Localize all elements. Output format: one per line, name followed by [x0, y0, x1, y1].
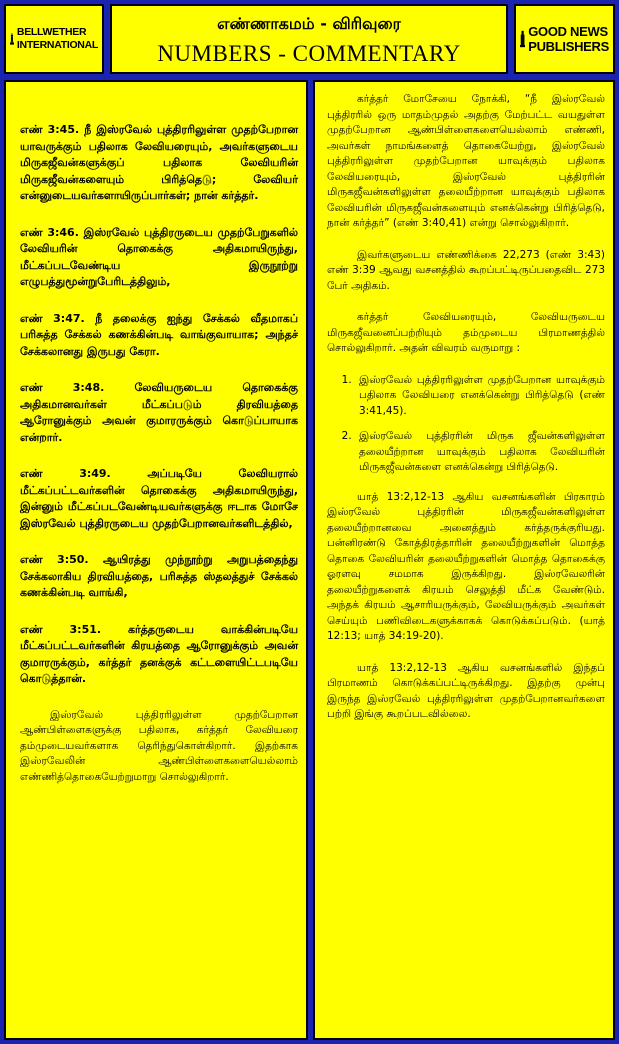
list-item: 1. இஸ்ரவேல் புத்திரரிலுள்ள முதற்பேறான யாவுக்கும் பதிலாக லேவியரை எனக்கென்று பிரித்தெடு (எண் 3:41,45). — [355, 373, 605, 420]
title-box — [110, 4, 508, 74]
logo-left-line1: BELLWETHER — [16, 26, 87, 38]
list-item: 2. இஸ்ரவேல் புத்திரரின் மிருக ஜீவன்களிலுள்ள தலையீற்றான யாவுக்கும் பதிலாக லேவியரின் மிருகஜீவன்களை எனக்கென்று பிரித்தெடு. — [355, 429, 605, 476]
bellwether-logo — [4, 4, 104, 74]
logo-right-line2: PUBLISHERS — [528, 39, 609, 54]
commentary-para-1: கர்த்தர் மோசேயை நோக்கி, “நீ இஸ்ரவேல் புத்திரரில் ஒரு மாதம்முதல் அதற்கு மேற்பட்ட வயதுள்ள முதற்பேறான ஆண்பிள்ளைகளையெல்லாம் எண்ணி, அவர்கள் நாமங்களைத் தொகையேற்று, இஸ்ரவேல் புத்திரரிலுள்ள முதற்பேறான யாவுக்கும் பதிலாக லேவியரையும், இஸ்ரவேல் புத்திரரின் மிருகஜீவன்களிலுள்ள தலையீற்றான யாவுக்கும் பதிலாக லேவியரின் மிருகஜீவன்களையும் எனக்கென்று பிரித்தெடு, நான் கர்த்தர்” (எண் 3:40,41) என்று சொல்லுகிறார். — [327, 93, 605, 229]
commentary-para-2: இவர்களுடைய எண்ணிக்கை 22,273 (எண் 3:43) எண் 3:39 ஆவது வசனத்தில் கூறப்பட்டிருப்பதைவிட 273 பேர் அதிகம். — [327, 248, 605, 292]
verse-3-50: எண் 3:50. ஆயிரத்து முந்நூற்று அறுபத்தைந்து சேக்கலாகிய திரவியத்தை, பரிசுத்த ஸ்தலத்துச் சேக்கல் கணக்கின்படி வாங்கி, — [20, 553, 298, 599]
logo-left-line2: INTERNATIONAL — [16, 39, 98, 51]
commentary-para-5: யாத் 13:2,12-13 ஆகிய வசனங்களில் இந்தப் பிரமாணம் கொடுக்கப்பட்டிருக்கிறது. இதற்கு முன்பு இருந்த இஸ்ரவேல் புத்திரரிலுள்ள முதற்பேறானவர்களை பற்றி இங்கு கூறப்படவில்லை. — [327, 661, 605, 720]
commentary-para-3: கர்த்தர் லேவியரையும், லேவியருடைய மிருகஜீவனைப்பற்றியும் தம்முடைய பிரமாணத்தில் சொல்லுகிறார். அதன் விவரம் வருமாறு : — [327, 311, 605, 354]
left-column — [4, 80, 308, 1040]
verse-3-47: எண் 3:47. நீ தலைக்கு ஐந்து சேக்கல் வீதமாகப் பரிசுத்த சேக்கல் கணக்கின்படி வாங்குவாயாக; அந்தச் சேக்கலானது இருபது கேரா. — [20, 311, 298, 358]
logo-right-line1: GOOD NEWS — [528, 24, 608, 39]
commentary-para-4: யாத் 13:2,12-13 ஆகிய வசனங்களின் பிரகாரம் இஸ்ரவேல் புத்திரரின் மிருகஜீவன்களிலுள்ள தலையீற்றானவை அனைத்தும் கர்த்தருக்குரியது. பன்னிரண்டு கோத்திரத்தாரின் தலையீற்றுகளின் மொத்த தொகை லேவியரின் தலையீற்றுகளின் மொத்த தொகைக்கு ஓரளவு சமமாக இருக்கிறது. இஸ்ரவேலரின் தலையீற்றுகளைக் கிரயம் செலுத்தி மீட்க வேண்டும். அந்தக் கிரயம் ஆசாரியருக்கும், லேவியருக்கும் அவர்கள் செய்யும் பணிவிடைகளுக்காகக் கொடுக்கப்படும். (யாத் 12:13; யாத் 34:19-20). — [327, 490, 605, 642]
verse-3-46: எண் 3:46. இஸ்ரவேல் புத்திரருடைய முதற்பேறுகளில் லேவியரின் தொகைக்கு அதிகமாயிருந்து, மீட்கப்படவேண்டிய இருநூற்று எழுபத்துமூன்றுபேரிடத்திலும், — [20, 225, 298, 288]
verse-3-51: எண் 3:51. கர்த்தருடைய வாக்கின்படியே மீட்கப்பட்டவர்களின் கிரயத்தை ஆரோனுக்கும் அவன் குமாரருக்கும், கர்த்தர் தனக்குக் கட்டளையிட்டபடியே கொடுத்தான். — [20, 622, 298, 685]
commentary-intro: இஸ்ரவேல் புத்திரரிலுள்ள முதற்பேறான ஆண்பிள்ளைகளுக்கு பதிலாக, கர்த்தர் லேவியரை தம்முடையவர்களாக தெரிந்துகொள்கிறார். இதற்காக இஸ்ரவேலின் ஆண்பிள்ளைகளையெல்லாம் எண்ணித்தொகையேற்றுமாறு சொல்லுகிறார். — [20, 708, 298, 783]
title-english: NUMBERS - COMMENTARY — [157, 41, 461, 66]
law-points-list — [327, 373, 605, 476]
title-tamil: எண்ணாகமம் - விரிவுரை — [217, 14, 401, 33]
verse-3-48: எண் 3:48. லேவியருடைய தொகைக்கு அதிகமானவர்கள் மீட்கப்படும் திரவியத்தை ஆரோனுக்கும் அவன் குமாரருக்கும் கொடுப்பாயாக என்றார். — [20, 381, 298, 444]
good-news-logo — [514, 4, 615, 74]
verse-3-49: எண் 3:49. அப்படியே லேவியரால் மீட்கப்பட்டவர்களின் தொகைக்கு அதிகமாயிருந்து, இன்னும் மீட்கப்படவேண்டியவர்களுக்கு ஈடாக மோசே இஸ்ரவேல் புத்திரருடைய முதற்பேறானவர்களிடத்தில், — [20, 467, 298, 530]
book-icon — [520, 15, 525, 63]
tower-icon — [10, 14, 14, 64]
right-column — [313, 80, 615, 1040]
verse-3-45: எண் 3:45. நீ இஸ்ரவேல் புத்திரரிலுள்ள முதற்பேறான யாவருக்கும் பதிலாக லேவியரையும், அவர்களுடைய மிருகஜீவன்களுக்குப் பதிலாக லேவியரின் மிருகஜீவன்களையும் பிரித்தெடு; லேவியர் என்னுடையவர்களாயிருப்பார்கள்; நான் கர்த்தர். — [20, 123, 298, 202]
